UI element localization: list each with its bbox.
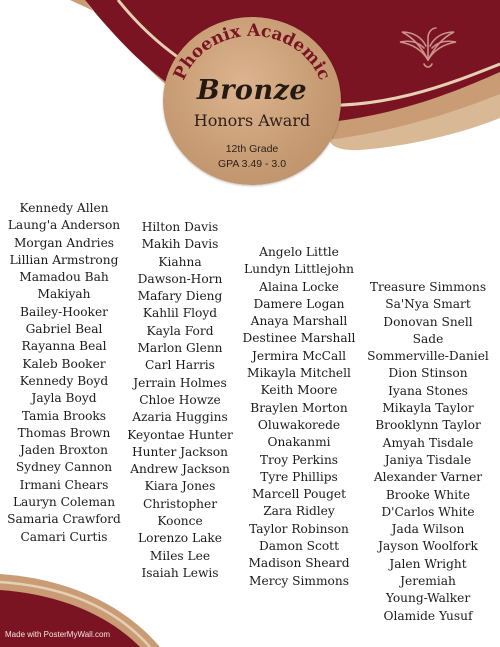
honoree-name: Mikayla Taylor	[382, 401, 474, 416]
honoree-name: Jayson Woolfork	[378, 539, 478, 554]
honoree-name: Jaden Broxton	[20, 443, 108, 458]
honoree-name: Azaria Huggins	[132, 410, 228, 425]
footer-credit: Made with PosterMyWall.com	[5, 630, 111, 639]
honoree-name: Mamadou Bah	[19, 270, 109, 285]
honoree-name: Makiyah	[37, 287, 91, 302]
honoree-name: Madison Sheard	[248, 556, 350, 571]
honoree-name: Angelo Little	[259, 245, 339, 259]
honoree-name: Donovan Snell	[383, 314, 473, 329]
honoree-name: Kennedy Boyd	[19, 373, 109, 388]
honoree-name: Taylor Robinson	[249, 521, 349, 536]
honoree-name: Rayanna Beal	[21, 339, 107, 354]
honoree-name: Keyontae Hunter	[127, 427, 233, 442]
honoree-name: Alaina Locke	[259, 279, 339, 294]
names-column-3	[238, 244, 360, 590]
honoree-name: Onakanmi	[267, 435, 331, 450]
gpa-range: GPA 3.49 - 3.0	[217, 158, 287, 170]
award-level: Bronze	[196, 75, 308, 106]
honoree-name: Oluwakorede	[257, 417, 341, 432]
honoree-name: Camari Curtis	[20, 529, 108, 544]
honoree-name: Damon Scott	[259, 539, 339, 554]
honoree-name: Hunter Jackson	[132, 444, 228, 459]
honoree-name: Laung'a Anderson	[7, 218, 121, 233]
grade-label: 12th Grade	[225, 143, 279, 155]
honoree-name: Jermira McCall	[251, 348, 347, 363]
honoree-name: Sydney Cannon	[15, 460, 113, 475]
honoree-name: Thomas Brown	[17, 425, 111, 440]
honoree-name: Christopher	[142, 496, 218, 511]
honoree-name: Samaria Crawford	[7, 512, 121, 527]
honoree-name: Marcell Pouget	[251, 487, 347, 502]
honoree-name: Mafary Dieng	[137, 289, 223, 304]
names-column-1	[2, 200, 126, 546]
honoree-name: Treasure Simmons	[369, 280, 487, 294]
honoree-name: Kahlil Floyd	[142, 306, 218, 321]
honoree-name: Kennedy Allen	[19, 201, 109, 215]
honoree-name: Sade	[412, 331, 444, 346]
honoree-name: Irmani Chears	[19, 477, 109, 492]
honoree-name: Keith Moore	[260, 383, 338, 398]
names-column-2	[124, 219, 236, 582]
phoenix-icon	[392, 20, 464, 72]
award-badge	[163, 17, 341, 185]
honoree-name: Anaya Marshall	[250, 314, 348, 329]
honoree-name: Sommerville-Daniel	[367, 349, 489, 364]
honoree-name: Brooke White	[385, 487, 471, 502]
honoree-name: Sa'Nya Smart	[385, 297, 471, 312]
honoree-name: Chloe Howze	[139, 392, 221, 407]
honoree-name: Jeremiah	[400, 574, 456, 589]
svg-text:Phoenix Academic	[170, 21, 334, 83]
honoree-name: Bailey-Hooker	[20, 304, 108, 319]
honoree-name: Koonce	[157, 514, 203, 529]
honoree-name: Lundyn Littlejohn	[244, 262, 354, 277]
honoree-name: Andrew Jackson	[130, 462, 230, 477]
honoree-name: Alexander Varner	[373, 470, 483, 485]
honoree-name: Carl Harris	[145, 358, 215, 373]
honoree-name: Young-Walker	[385, 591, 471, 606]
honoree-name: Troy Perkins	[259, 452, 339, 467]
honoree-name: Isaiah Lewis	[141, 565, 219, 580]
honoree-name: Janiya Tisdale	[384, 452, 472, 467]
honoree-name: Iyana Stones	[388, 383, 468, 398]
honoree-name: Gabriel Beal	[25, 322, 103, 337]
honoree-name: Braylen Morton	[250, 400, 348, 415]
honoree-name: Kaleb Booker	[22, 356, 106, 371]
honoree-name: Jayla Boyd	[31, 391, 97, 406]
honoree-name: Jalen Wright	[389, 556, 467, 571]
badge-title: Phoenix Academic	[169, 20, 335, 84]
honoree-name: Dion Stinson	[388, 366, 468, 381]
honoree-name: Hilton Davis	[141, 220, 219, 234]
award-name: Honors Award	[193, 111, 311, 130]
honoree-name: Mercy Simmons	[249, 573, 349, 588]
honoree-name: Destinee Marshall	[242, 331, 356, 346]
honoree-name: D'Carlos White	[381, 504, 475, 519]
honoree-name: Makih Davis	[141, 237, 219, 252]
honoree-name: Dawson-Horn	[137, 271, 223, 286]
honoree-name: Damere Logan	[253, 296, 345, 311]
honoree-name: Zara Ridley	[263, 504, 335, 519]
honoree-name: Jerrain Holmes	[133, 375, 227, 390]
honoree-name: Kiahna	[158, 254, 202, 269]
names-column-4	[362, 279, 494, 625]
honoree-name: Olamide Yusuf	[383, 608, 473, 623]
honoree-name: Lillian Armstrong	[9, 252, 119, 267]
honoree-name: Tamia Brooks	[21, 408, 107, 423]
honoree-name: Brooklynn Taylor	[375, 418, 481, 433]
honoree-name: Kayla Ford	[146, 323, 214, 338]
honoree-name: Miles Lee	[149, 548, 211, 563]
honoree-name: Marlon Glenn	[137, 341, 223, 356]
honoree-name: Mikayla Mitchell	[247, 366, 351, 381]
honoree-name: Jada Wilson	[391, 522, 465, 537]
honoree-name: Amyah Tisdale	[382, 435, 474, 450]
honoree-name: Kiara Jones	[144, 479, 216, 494]
honoree-name: Lorenzo Lake	[138, 531, 222, 546]
honoree-name: Morgan Andries	[13, 235, 115, 250]
honoree-name: Tyre Phillips	[260, 469, 338, 484]
honoree-name: Lauryn Coleman	[12, 495, 116, 510]
